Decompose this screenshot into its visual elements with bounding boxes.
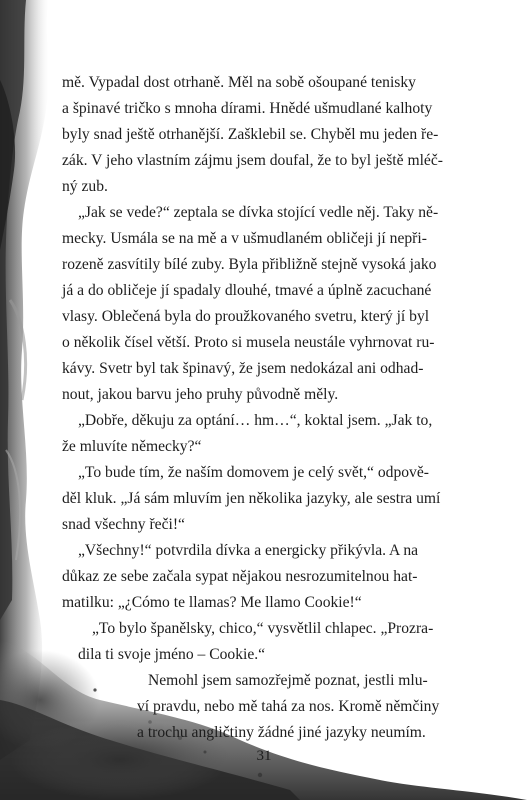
text-line: já a do obličeje jí spadaly dlouhé, tmavé a úplně zacuchané [62, 282, 432, 299]
text-line: zák. V jeho vlastním zájmu jsem doufal, že to byl ještě mléč- [62, 152, 443, 169]
text-line: „Všechny!“ potvrdila dívka a energicky přikývla. A na [78, 542, 419, 559]
text-line: snad všechny řeči!“ [62, 516, 185, 533]
text-line: „Dobře, děkuju za optání… hm…“, koktal jsem. „Jak to, [78, 412, 433, 429]
text-line: byly snad ještě otrhanější. Zašklebil se. Chyběl mu jeden ře- [62, 126, 439, 143]
text-line: „To bude tím, že naším domovem je celý svět,“ odpově- [78, 464, 429, 481]
text-line: kávy. Svetr byl tak špinavý, že jsem nedokázal ani odhad- [62, 360, 424, 377]
text-line: ný zub. [62, 178, 108, 195]
text-line: že mluvíte německy?“ [62, 438, 202, 455]
text-line: matilku: „¿Cómo te llamas? Me llamo Cookie!“ [62, 594, 362, 611]
text-line: a trochu angličtiny žádné jiné jazyky neumím. [137, 724, 426, 741]
text-line: o několik čísel větší. Proto si musela neustále vyhrnovat ru- [62, 334, 435, 351]
text-line: „Jak se vede?“ zeptala se dívka stojící vedle něj. Taky ně- [78, 204, 439, 221]
text-line: mecky. Usmála se na mě a v ušmudlaném obličeji jí nepři- [62, 230, 427, 247]
text-line: nout, jakou barvu jeho pruhy původně měly. [62, 386, 339, 403]
text-line: mě. Vypadal dost otrhaně. Měl na sobě ošoupané tenisky [62, 74, 416, 91]
page-number: 31 [256, 748, 272, 764]
text-line: vlasy. Oblečená byla do proužkovaného svetru, který jí byl [62, 308, 430, 325]
text-line: Nemohl jsem samozřejmě poznat, jestli mlu- [148, 672, 428, 689]
text-line: dila ti svoje jméno – Cookie.“ [78, 646, 266, 663]
text-line: rozeně zasvítily bílé zuby. Byla přibližně stejně vysoká jako [62, 256, 437, 273]
text-line: „To bylo španělsky, chico,“ vysvětlil chlapec. „Prozra- [92, 620, 434, 637]
text-line: a špinavé tričko s mnoha dírami. Hnědé ušmudlané kalhoty [62, 100, 433, 117]
text-line: ví pravdu, nebo mě tahá za nos. Kromě němčiny [137, 698, 440, 715]
text-line: důkaz ze sebe začala sypat nějakou nesrozumitelnou hat- [62, 568, 418, 585]
text-line: děl kluk. „Já sám mluvím jen několika jazyky, ale sestra umí [62, 490, 441, 507]
